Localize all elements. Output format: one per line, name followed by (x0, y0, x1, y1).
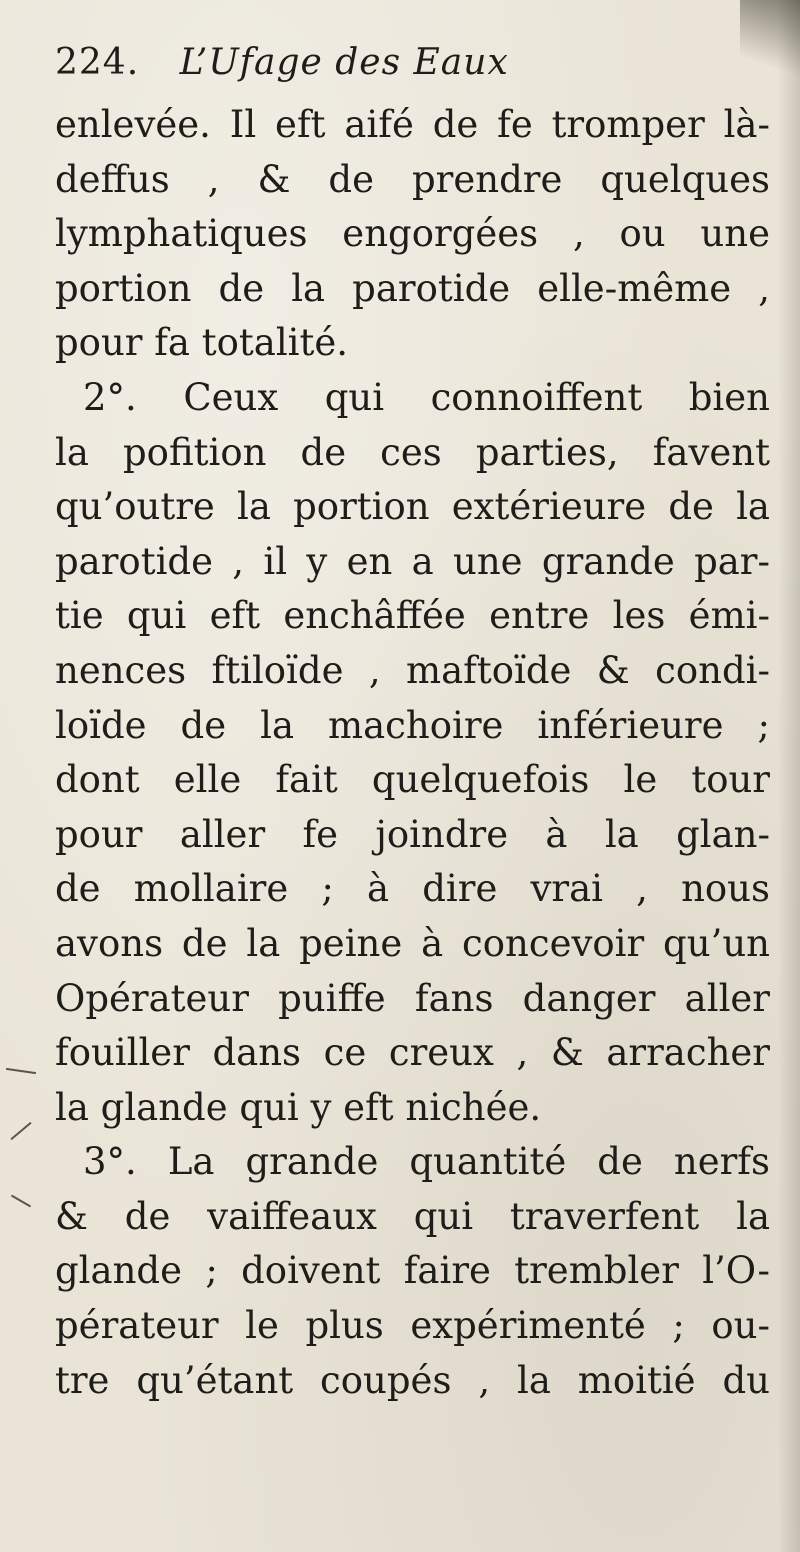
text-line: de mollaire ; à dire vrai , nous (55, 867, 770, 911)
text-line: la pofition de ces parties, favent (55, 430, 770, 474)
body-text (55, 98, 770, 1408)
text-line: portion de la parotide elle-même , (55, 266, 770, 310)
text-line: Opérateur puiffe fans danger aller (55, 976, 770, 1020)
page-corner-shadow (740, 0, 800, 90)
text-line: tre qu’étant coupés , la moitié du (55, 1358, 770, 1402)
text-line: avons de la peine à concevoir qu’un (55, 921, 770, 965)
text-line: loïde de la machoire inférieure ; (55, 703, 770, 747)
text-line: lymphatiques engorgées , ou une (55, 212, 770, 256)
text-line: pérateur le plus expérimenté ; ou- (55, 1304, 770, 1348)
page-header (55, 42, 509, 83)
text-line: dont elle fait quelquefois le tour (55, 758, 770, 802)
text-line: glande ; doivent faire trembler l’O- (55, 1249, 770, 1293)
ink-stroke (6, 1068, 36, 1074)
text-line: 3°. La grande quantité de nerfs (83, 1140, 770, 1184)
text-line: la glande qui y eft nichée. (55, 1085, 542, 1129)
text-line: parotide , il y en a une grande par- (55, 539, 770, 583)
ink-stroke (11, 1195, 31, 1208)
text-line: tie qui eft enchâffée entre les émi- (55, 594, 770, 638)
text-line: pour aller fe joindre à la glan- (55, 812, 770, 856)
ink-stroke (10, 1122, 31, 1140)
margin-ink-marks (6, 1050, 46, 1250)
text-line: deffus , & de prendre quelques (55, 157, 770, 201)
text-line: nences ftiloïde , maftoïde & condi- (55, 648, 770, 692)
running-title: L’Ufage des Eaux (179, 42, 509, 83)
page-edge-shadow (778, 0, 800, 1552)
text-line: & de vaiffeaux qui traverfent la (55, 1194, 770, 1238)
text-line: enlevée. Il eft aifé de fe tromper là- (55, 103, 770, 146)
text-line: qu’outre la portion extérieure de la (55, 485, 770, 529)
page-number: 224. (55, 42, 140, 83)
text-line: pour fa totalité. (55, 321, 349, 365)
text-line: fouiller dans ce creux , & arracher (55, 1031, 770, 1075)
text-line: 2°. Ceux qui connoiffent bien (83, 375, 770, 419)
